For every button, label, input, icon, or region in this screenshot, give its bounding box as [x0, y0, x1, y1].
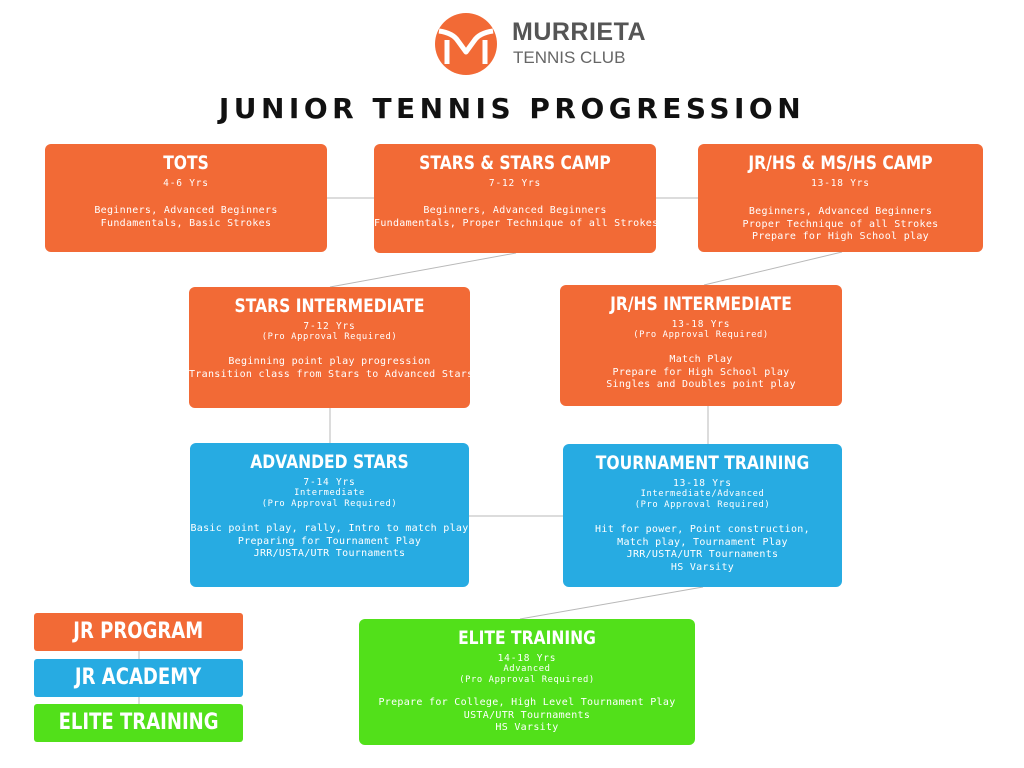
box-description [189, 356, 474, 381]
desc-line: Fundamentals, Proper Technique of all Strokes [374, 217, 659, 229]
desc-line: Beginners, Advanced Beginners [423, 205, 607, 216]
logo-m-icon [434, 12, 498, 76]
desc-line: Transition class from Stars to Advanced Stars [189, 368, 474, 380]
desc-line: Beginning point play progression [228, 356, 431, 367]
box-jrhs-camp [698, 144, 983, 252]
box-description [374, 205, 659, 230]
box-title: STARS INTERMEDIATE [234, 296, 425, 317]
desc-line: Proper Technique of all Strokes [742, 218, 939, 230]
box-note: (Pro Approval Required) [261, 332, 398, 342]
box-description [560, 354, 842, 392]
desc-line: Basic point play, rally, Intro to match play [190, 523, 469, 534]
box-age: 7-12 Yrs [303, 321, 356, 332]
desc-line: HS Varsity [495, 722, 559, 733]
box-tournament-training [563, 444, 842, 587]
connector-tournament-to-elite [520, 587, 703, 619]
box-level: Advanced [503, 664, 551, 674]
legend-label: JR PROGRAM [73, 619, 204, 644]
desc-line: USTA/UTR Tournaments [463, 709, 591, 721]
desc-line: Beginners, Advanced Beginners [748, 206, 933, 217]
box-note: (Pro Approval Required) [261, 499, 398, 509]
box-title: STARS & STARS CAMP [419, 153, 611, 174]
legend-jr-academy [34, 659, 243, 697]
box-age: 13-18 Yrs [811, 178, 870, 189]
box-tots [45, 144, 327, 252]
desc-line: JRR/USTA/UTR Tournaments [626, 549, 779, 560]
desc-line: Prepare for College, High Level Tournament Play [378, 697, 676, 708]
box-description [698, 206, 983, 244]
box-age: 14-18 Yrs [497, 653, 557, 664]
box-note: (Pro Approval Required) [634, 500, 771, 510]
box-title: ADVANDED STARS [250, 452, 409, 473]
page-title: JUNIOR TENNIS PROGRESSION [218, 92, 806, 125]
box-description [190, 523, 469, 561]
legend-jr-program [34, 613, 243, 651]
desc-line: Singles and Doubles point play [606, 379, 796, 390]
desc-line: Prepare for High School play [752, 231, 929, 242]
box-title: JR/HS INTERMEDIATE [610, 294, 792, 315]
box-age: 7-14 Yrs [303, 477, 356, 488]
box-age: 13-18 Yrs [673, 478, 732, 489]
legend-elite-training [34, 704, 243, 742]
logo-subtitle: TENNIS CLUB [513, 48, 626, 67]
box-advanded-stars [190, 443, 469, 587]
legend-label: JR ACADEMY [75, 665, 202, 690]
box-description [563, 524, 842, 574]
logo-name: MURRIETA [512, 18, 647, 46]
box-age: 13-18 Yrs [671, 319, 731, 330]
desc-line: Preparing for Tournament Play [237, 535, 422, 547]
box-note: (Pro Approval Required) [459, 675, 595, 685]
box-stars-camp [374, 144, 659, 253]
box-age: 7-12 Yrs [488, 178, 542, 189]
box-title: TOTS [163, 153, 209, 174]
box-stars-intermediate [189, 287, 474, 408]
box-title: TOURNAMENT TRAINING [595, 453, 810, 474]
desc-line: Match Play [669, 354, 733, 365]
desc-line: JRR/USTA/UTR Tournaments [253, 548, 406, 559]
box-title: JR/HS & MS/HS CAMP [748, 153, 933, 174]
desc-line: HS Varsity [670, 561, 735, 573]
box-elite-training [359, 619, 695, 745]
connector-jrhs-camp-to-jrhs-intermediate [704, 252, 842, 285]
box-note: (Pro Approval Required) [633, 330, 769, 340]
desc-line: Hit for power, Point construction, [595, 524, 810, 535]
desc-line: Match play, Tournament Play [617, 536, 788, 548]
desc-line: Fundamentals, Basic Strokes [100, 217, 272, 229]
box-jrhs-intermediate [560, 285, 842, 406]
box-title: ELITE TRAINING [458, 628, 596, 649]
legend-label: ELITE TRAINING [58, 710, 219, 735]
box-description [359, 697, 695, 735]
connector-stars-camp-to-stars-intermediate [330, 253, 516, 287]
box-age: 4-6 Yrs [163, 178, 209, 189]
box-level: Intermediate [294, 488, 365, 498]
desc-line: Prepare for High School play [612, 366, 790, 378]
club-logo [434, 12, 664, 76]
box-level: Intermediate/Advanced [640, 489, 765, 499]
box-description [45, 205, 327, 230]
desc-line: Beginners, Advanced Beginners [94, 205, 278, 216]
